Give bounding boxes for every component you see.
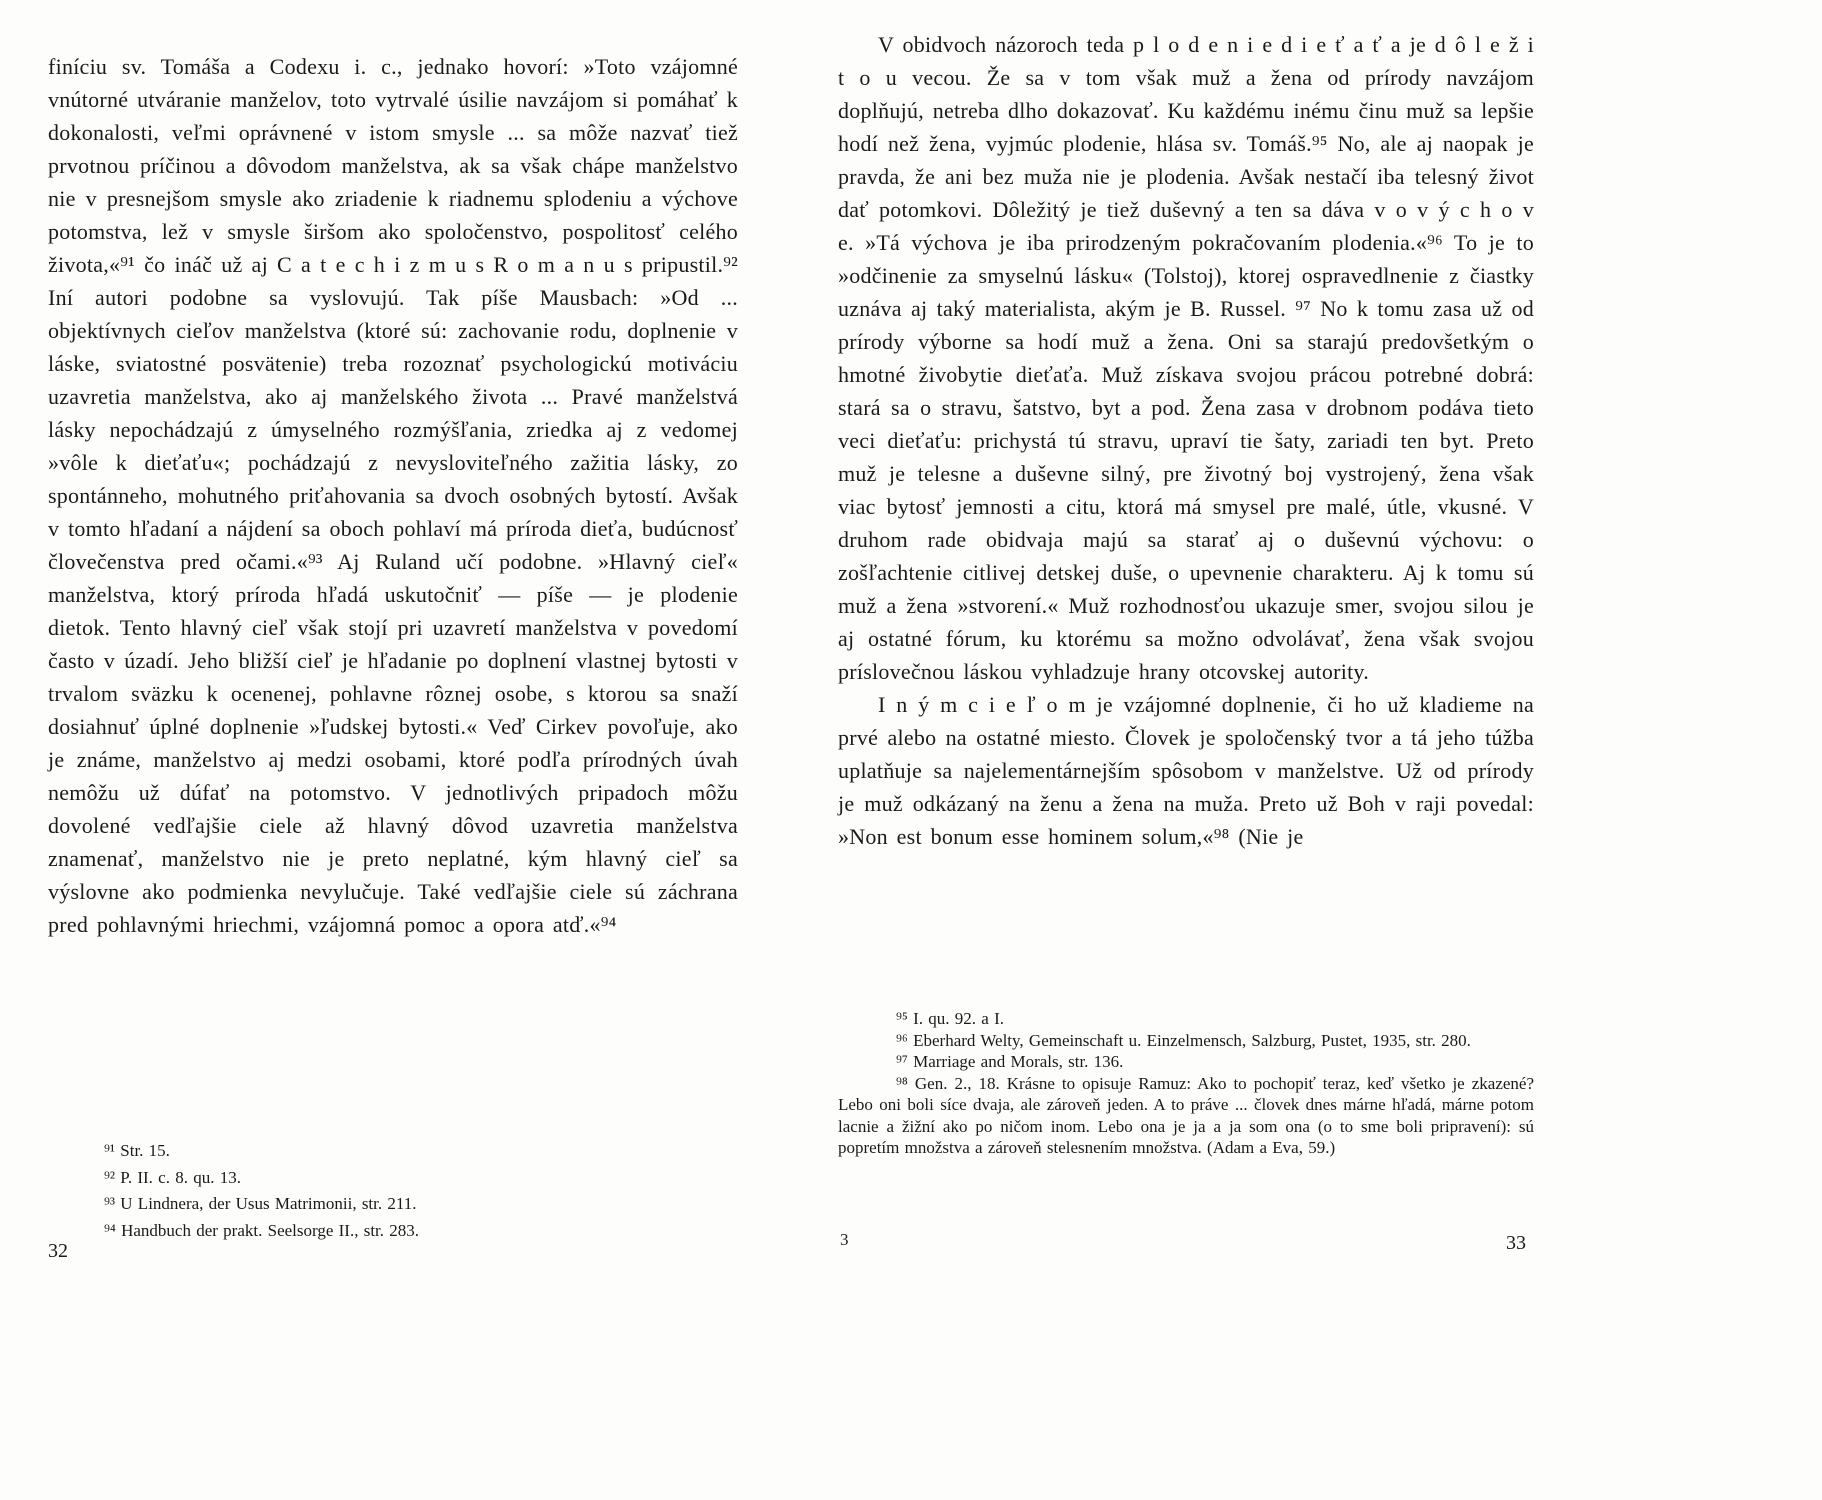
footnote <box>838 1051 1534 1073</box>
right-body-block <box>838 28 1534 853</box>
footnote-marker: ⁹² <box>104 1167 116 1187</box>
left-body-block <box>48 50 738 941</box>
footnote-text: Str. 15. <box>120 1141 170 1160</box>
footnote-marker: ⁹⁸ <box>896 1073 908 1093</box>
footnote <box>48 1220 738 1242</box>
page-number: 32 <box>48 1240 68 1262</box>
footnote-text: Eberhard Welty, Gemeinschaft u. Einzelmensch, Salzburg, Pustet, 1935, str. 280. <box>913 1030 1471 1050</box>
footnote-text: I. qu. 92. a I. <box>913 1009 1004 1028</box>
footnote <box>48 1193 738 1215</box>
right-page <box>838 0 1534 1500</box>
left-footnotes <box>48 1140 738 1246</box>
footnote-marker: ⁹⁶ <box>896 1030 908 1050</box>
footnote-marker: ⁹⁵ <box>896 1009 908 1028</box>
footnote-text: Gen. 2., 18. Krásne to opisuje Ramuz: Ako to pochopiť teraz, keď všetko je zkazené? Lebo oni boli síce dvaja, ale zároveň jeden. A to práve ... človek dnes márne hľadá, márne potom lacnie a žižní ako po ničom inom. Lebo ona je ja a ja som ona (o to sme boli pripravení): sú popretím množstva a zároveň stelesnením množstva. (Adam a Eva, 59.) <box>838 1073 1535 1157</box>
left-page <box>48 0 738 1500</box>
body-paragraph: finíciu sv. Tomáša a Codexu i. c., jednako hovorí: »Toto vzájomné vnútorné utváranie manželov, toto vytrvalé úsilie navzájom si pomáhať k dokonalosti, veľmi oprávnené v istom smysle ... sa môže nazvať tiež prvotnou príčinou a dôvodom manželstva, ak sa však chápe manželstvo nie v presnejšom smysle ako zriadenie k riadnemu splodeniu a výchove potomstva, lež v smysle širšom ako spoločenstvo, pospolitosť celého života,«⁹¹ čo ináč už aj C a t e c h i z m u s R o m a n u s pripustil.⁹² Iní autori podobne sa vyslovujú. Tak píše Mausbach: »Od ... objektívnych cieľov manželstva (ktoré sú: zachovanie rodu, doplnenie v láske, sviatostné posvätenie) treba rozoznať psychologickú motiváciu uzavretia manželstva, ako aj manželského života ... Pravé manželstvá lásky nepochádzajú z úmyselného rozmýšľania, zriedka aj z vedomej »vôle k dieťaťu«; pochádzajú z nevysloviteľného zažitia lásky, zo spontánneho, mohutného priťahovania sa dvoch osobných bytostí. Avšak v tomto hľadaní a nájdení sa oboch pohlaví má príroda dieťa, budúcnosť človečenstva pred očami.«⁹³ Aj Ruland učí podobne. »Hlavný cieľ« manželstva, ktorý príroda hľadá uskutočniť — píše — je plodenie dietok. Tento hlavný cieľ však stojí pri uzavretí manželstva v povedomí často v úzadí. Jeho bližší cieľ je hľadanie po doplnení vlastnej bytosti v trvalom sväzku k ocenenej, pohlavne rôznej osobe, s ktorou sa snaží dosiahnuť úplné doplnenie »ľudskej bytosti.« Veď Cirkev povoľuje, ako je známe, manželstvo aj medzi osobami, ktoré podľa prírodných úvah nemôžu už dúfať na potomstvo. V jednotlivých pripadoch môžu dovolené vedľajšie ciele až hlavný dôvod uzavretia manželstva znamenať, manželstvo nie je preto neplatné, kým hlavný cieľ sa výslovne ako podmienka nevylučuje. Také vedľajšie ciele sú záchrana pred pohlavnými hriechmi, vzájomná pomoc a opora atď.«⁹⁴ <box>48 54 738 937</box>
footnote-marker: ⁹¹ <box>104 1141 116 1160</box>
footnote <box>838 1073 1534 1159</box>
footnote-marker: ⁹³ <box>104 1194 116 1213</box>
page-number: 33 <box>1506 1232 1526 1254</box>
body-paragraph: V obidvoch názoroch teda p l o d e n i e d i e ť a ť a je d ô l e ž i t o u vecou. Že sa v tom však muž a žena od prírody navzájom doplňujú, netreba dlho dokazovať. Ku každému inému činu muž sa lepšie hodí než žena, vyjmúc plodenie, hlása sv. Tomáš.⁹⁵ No, ale aj naopak je pravda, že ani bez muža nie je plodenia. Avšak nestačí iba telesný život dať potomkovi. Dôležitý je tiež duševný a ten sa dáva v o v ý c h o v e. »Tá výchova je iba prirodzeným pokračovaním plodenia.«⁹⁶ To je to »odčinenie za smyselnú lásku« (Tolstoj), ktorej ospravedlnenie z čiastky uznáva aj taký materialista, akým je B. Russel. ⁹⁷ No k tomu zasa už od prírody výborne sa hodí muž a žena. Oni sa starajú predovšetkým o hmotné živobytie dieťaťa. Muž získava svojou prácou potrebné dobrá: stará sa o stravu, šatstvo, byt a pod. Žena zasa v drobnom podáva tieto veci dieťaťu: prichystá tú stravu, upraví tie šaty, zariadi ten byt. Preto muž je telesne a duševne silný, pre životný boj vystrojený, žena však viac bytosť jemnosti a citu, ktorá má smysel pre malé, útle, vkusné. V druhom rade obidvaja majú sa starať aj o duševnú výchovu: o zošľachtenie citlivej detskej duše, o upevnenie charakteru. Aj k tomu sú muž a žena »stvorení.« Muž rozhodnosťou ukazuje smer, svojou silou je aj ostatné fórum, ku ktorému sa možno odvolávať, žena však svojou príslovečnou láskou vyhladzuje hrany otcovskej autority. <box>838 32 1534 684</box>
footnote-marker: ⁹⁴ <box>104 1220 116 1240</box>
footnote-text: U Lindnera, der Usus Matrimonii, str. 211. <box>120 1194 417 1213</box>
footnote-text: Marriage and Morals, str. 136. <box>913 1052 1124 1071</box>
signature-mark: 3 <box>840 1230 849 1249</box>
footnote <box>48 1167 738 1189</box>
footnote <box>838 1008 1534 1030</box>
footnote-text: P. II. c. 8. qu. 13. <box>120 1167 241 1187</box>
footnote <box>838 1030 1534 1052</box>
body-paragraph: I n ý m c i e ľ o m je vzájomné doplnenie, či ho už kladieme na prvé alebo na ostatné miesto. Človek je spoločenský tvor a tá jeho túžba uplatňuje sa najelementárnejším spôsobom v manželstve. Už od prírody je muž odkázaný na ženu a žena na muža. Preto už Boh v raji povedal: »Non est bonum esse hominem solum,«⁹⁸ (Nie je <box>838 692 1534 849</box>
right-footnotes <box>838 1008 1534 1159</box>
footnote-marker: ⁹⁷ <box>896 1052 908 1071</box>
footnote-text: Handbuch der prakt. Seelsorge II., str. 283. <box>121 1220 420 1240</box>
footnote <box>48 1140 738 1162</box>
